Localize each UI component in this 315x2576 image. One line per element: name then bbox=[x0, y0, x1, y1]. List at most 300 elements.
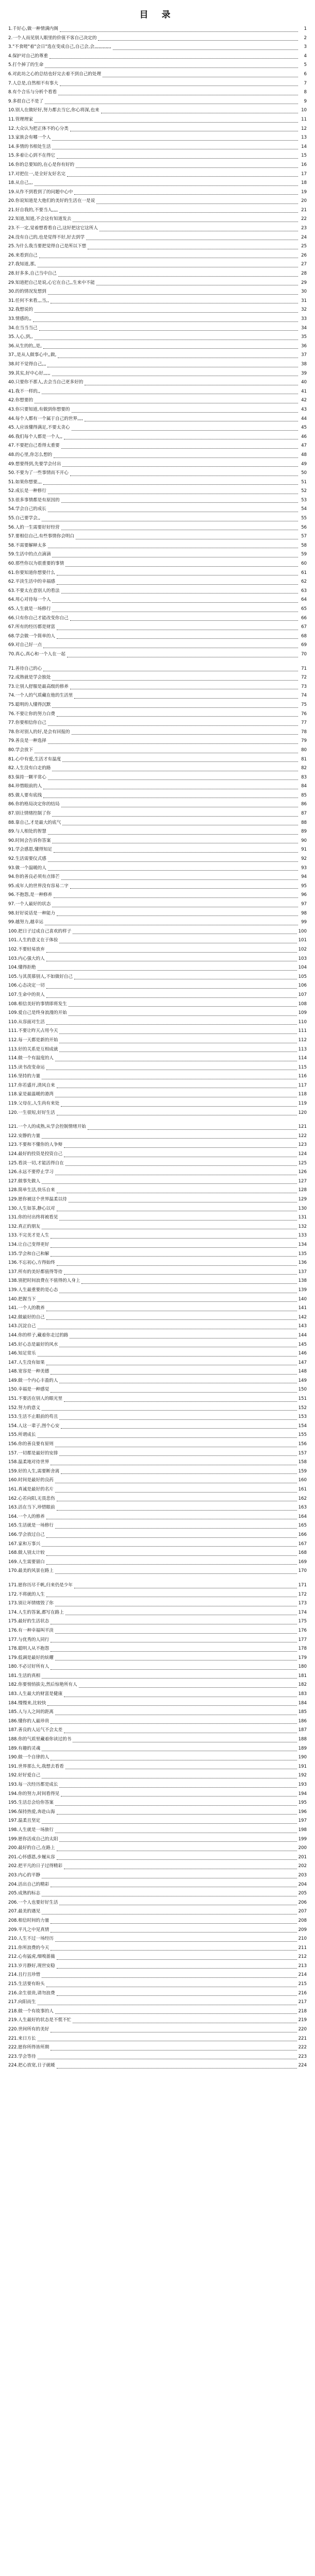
toc-entry[interactable] bbox=[8, 133, 307, 143]
toc-entry-title: 97.一个人最好的状态 bbox=[8, 902, 51, 907]
toc-entry[interactable] bbox=[8, 1322, 307, 1331]
toc-entry-title: 70.真心,真心和一个人在一起 bbox=[8, 651, 65, 657]
toc-entry[interactable] bbox=[8, 1304, 307, 1313]
toc-entry[interactable] bbox=[8, 541, 307, 551]
toc-entry-page: 156 bbox=[298, 1442, 307, 1447]
toc-entry[interactable] bbox=[8, 782, 307, 791]
toc-entry-page: 181 bbox=[298, 1673, 307, 1679]
toc-entry-page: 55 bbox=[301, 516, 307, 521]
toc-entry-title: 51.如果你想要,,, bbox=[8, 479, 42, 485]
toc-entry[interactable] bbox=[8, 632, 307, 641]
dot-leader bbox=[57, 1265, 297, 1266]
toc-entry[interactable] bbox=[8, 34, 307, 43]
toc-entry-title: 135.学会和自己和解 bbox=[8, 1251, 49, 1257]
toc-entry[interactable] bbox=[8, 746, 307, 755]
toc-entry[interactable] bbox=[8, 324, 307, 333]
dot-leader bbox=[52, 680, 298, 681]
toc-entry[interactable] bbox=[8, 845, 307, 855]
toc-entry[interactable] bbox=[8, 1440, 307, 1449]
toc-entry[interactable] bbox=[8, 433, 307, 442]
dot-leader bbox=[72, 734, 298, 735]
toc-entry[interactable] bbox=[8, 342, 307, 351]
toc-entry[interactable] bbox=[8, 1223, 307, 1232]
toc-entry-page: 13 bbox=[301, 135, 307, 141]
toc-entry[interactable] bbox=[8, 550, 307, 560]
toc-entry[interactable] bbox=[8, 1205, 307, 1214]
toc-entry-page: 203 bbox=[298, 1872, 307, 1878]
dot-leader bbox=[42, 1546, 296, 1547]
toc-entry[interactable] bbox=[8, 1009, 307, 1018]
toc-entry[interactable] bbox=[8, 1213, 307, 1223]
toc-entry[interactable] bbox=[8, 2007, 307, 2016]
toc-entry[interactable] bbox=[8, 1567, 307, 1576]
toc-entry-page: 6 bbox=[304, 71, 307, 77]
toc-entry[interactable] bbox=[8, 1672, 307, 1681]
toc-entry-page: 106 bbox=[298, 983, 307, 989]
toc-entry[interactable] bbox=[8, 1726, 307, 1735]
toc-entry[interactable] bbox=[8, 1944, 307, 1953]
toc-entry[interactable] bbox=[8, 161, 307, 170]
toc-entry[interactable] bbox=[8, 1690, 307, 1699]
toc-entry[interactable] bbox=[8, 170, 307, 179]
toc-entry[interactable] bbox=[8, 415, 307, 424]
toc-entry[interactable] bbox=[8, 981, 307, 991]
toc-entry[interactable] bbox=[8, 2016, 307, 2025]
toc-entry[interactable] bbox=[8, 1699, 307, 1708]
toc-entry[interactable] bbox=[8, 106, 307, 115]
toc-entry-title: 85.做人要有底线 bbox=[8, 792, 42, 798]
dot-leader bbox=[69, 1006, 297, 1007]
toc-entry-page: 65 bbox=[301, 606, 307, 612]
toc-entry[interactable] bbox=[8, 1645, 307, 1654]
toc-entry-page: 171 bbox=[298, 1582, 307, 1588]
toc-entry-page: 108 bbox=[298, 1001, 307, 1007]
toc-entry[interactable] bbox=[8, 755, 307, 765]
toc-entry[interactable] bbox=[8, 333, 307, 342]
toc-entry[interactable] bbox=[8, 1449, 307, 1459]
toc-entry-title: 66.只有你自己才能改变你自己 bbox=[8, 615, 69, 621]
toc-entry-title: 92.生活需要仪式感 bbox=[8, 856, 46, 862]
toc-entry[interactable] bbox=[8, 665, 307, 674]
toc-entry[interactable] bbox=[8, 683, 307, 692]
dot-leader bbox=[64, 1274, 297, 1275]
toc-entry[interactable] bbox=[8, 1980, 307, 1989]
toc-entry[interactable] bbox=[8, 1998, 307, 2007]
toc-entry[interactable] bbox=[8, 297, 307, 306]
toc-entry[interactable] bbox=[8, 233, 307, 243]
toc-entry[interactable] bbox=[8, 405, 307, 415]
toc-entry[interactable] bbox=[8, 1000, 307, 1009]
toc-entry[interactable] bbox=[8, 963, 307, 973]
toc-entry[interactable] bbox=[8, 52, 307, 61]
toc-entry[interactable] bbox=[8, 991, 307, 1000]
toc-entry[interactable] bbox=[8, 578, 307, 587]
toc-entry[interactable] bbox=[8, 1608, 307, 1618]
dot-leader bbox=[55, 1528, 297, 1529]
toc-entry[interactable] bbox=[8, 315, 307, 324]
toc-entry-page: 146 bbox=[298, 1351, 307, 1357]
toc-entry[interactable] bbox=[8, 587, 307, 596]
toc-entry[interactable] bbox=[8, 1277, 307, 1286]
toc-entry[interactable] bbox=[8, 487, 307, 496]
toc-entry[interactable] bbox=[8, 1168, 307, 1177]
toc-entry[interactable] bbox=[8, 1395, 307, 1404]
toc-entry[interactable] bbox=[8, 569, 307, 578]
toc-entry[interactable] bbox=[8, 819, 307, 828]
toc-section bbox=[8, 25, 307, 659]
dot-leader bbox=[57, 1995, 297, 1996]
toc-entry[interactable] bbox=[8, 673, 307, 683]
toc-entry[interactable] bbox=[8, 396, 307, 405]
toc-entry[interactable] bbox=[8, 1349, 307, 1359]
toc-entry-page: 214 bbox=[298, 1972, 307, 1978]
toc-entry[interactable] bbox=[8, 650, 307, 659]
toc-entry[interactable] bbox=[8, 206, 307, 215]
toc-entry[interactable] bbox=[8, 1744, 307, 1754]
toc-entry[interactable] bbox=[8, 791, 307, 801]
toc-entry[interactable] bbox=[8, 1549, 307, 1558]
toc-entry[interactable] bbox=[8, 25, 307, 34]
toc-entry[interactable] bbox=[8, 773, 307, 783]
toc-entry[interactable] bbox=[8, 1626, 307, 1636]
toc-entry[interactable] bbox=[8, 1413, 307, 1422]
toc-entry[interactable] bbox=[8, 378, 307, 387]
toc-entry[interactable] bbox=[8, 197, 307, 206]
toc-entry[interactable] bbox=[8, 873, 307, 882]
toc-entry[interactable] bbox=[8, 900, 307, 909]
toc-entry[interactable] bbox=[8, 1123, 307, 1132]
toc-entry[interactable] bbox=[8, 505, 307, 514]
toc-entry-title: 165.生活就是一场修行 bbox=[8, 1523, 54, 1529]
toc-entry-title: 35.人心,到,, bbox=[8, 334, 33, 340]
toc-entry[interactable] bbox=[8, 1771, 307, 1781]
toc-entry-page: 126 bbox=[298, 1170, 307, 1175]
toc-entry[interactable] bbox=[8, 691, 307, 701]
toc-entry[interactable] bbox=[8, 1027, 307, 1036]
toc-entry[interactable] bbox=[8, 478, 307, 487]
toc-entry[interactable] bbox=[8, 1781, 307, 1790]
toc-entry[interactable] bbox=[8, 1231, 307, 1241]
toc-entry[interactable] bbox=[8, 1681, 307, 1690]
toc-entry[interactable] bbox=[8, 596, 307, 605]
toc-entry[interactable] bbox=[8, 1341, 307, 1350]
toc-entry[interactable] bbox=[8, 1295, 307, 1304]
dot-leader bbox=[51, 1669, 296, 1670]
toc-entry[interactable] bbox=[8, 1404, 307, 1413]
toc-entry[interactable] bbox=[8, 1826, 307, 1835]
toc-entry[interactable] bbox=[8, 1540, 307, 1549]
toc-entry[interactable] bbox=[8, 1367, 307, 1377]
toc-entry-title: 194.你的努力,时间看得见 bbox=[8, 1791, 60, 1797]
toc-entry[interactable] bbox=[8, 641, 307, 650]
toc-entry[interactable] bbox=[8, 1054, 307, 1063]
toc-entry[interactable] bbox=[8, 1599, 307, 1608]
dot-leader bbox=[46, 988, 297, 989]
toc-entry[interactable] bbox=[8, 151, 307, 161]
toc-entry[interactable] bbox=[8, 809, 307, 819]
toc-entry-title: 48.的心里,你怎么想的 bbox=[8, 452, 53, 457]
toc-entry-page: 159 bbox=[298, 1468, 307, 1474]
toc-entry[interactable] bbox=[8, 891, 307, 900]
toc-entry[interactable] bbox=[8, 514, 307, 523]
toc-entry[interactable] bbox=[8, 1799, 307, 1808]
toc-entry-title: 198.人生就是一场旅行 bbox=[8, 1827, 54, 1833]
toc-entry[interactable] bbox=[8, 614, 307, 623]
toc-entry[interactable] bbox=[8, 260, 307, 269]
toc-entry-page: 50 bbox=[301, 470, 307, 476]
toc-entry[interactable] bbox=[8, 1926, 307, 1935]
toc-entry[interactable] bbox=[8, 351, 307, 360]
toc-entry[interactable] bbox=[8, 837, 307, 846]
toc-entry-title: 86.你的格局决定你的结局 bbox=[8, 802, 60, 807]
toc-entry-page: 148 bbox=[298, 1369, 307, 1375]
toc-entry[interactable] bbox=[8, 927, 307, 937]
dot-leader bbox=[61, 1428, 296, 1429]
toc-entry-title: 224.把心放宽,日子就暖 bbox=[8, 2063, 55, 2069]
toc-entry[interactable] bbox=[8, 1141, 307, 1150]
toc-entry[interactable] bbox=[8, 143, 307, 152]
toc-entry[interactable] bbox=[8, 1431, 307, 1440]
toc-entry[interactable] bbox=[8, 306, 307, 315]
toc-entry[interactable] bbox=[8, 864, 307, 873]
toc-entry[interactable] bbox=[8, 973, 307, 982]
dot-leader bbox=[64, 1147, 297, 1148]
toc-entry[interactable] bbox=[8, 1521, 307, 1531]
toc-entry[interactable] bbox=[8, 369, 307, 379]
toc-entry[interactable] bbox=[8, 1331, 307, 1341]
toc-entry[interactable] bbox=[8, 1513, 307, 1522]
toc-entry-page: 213 bbox=[298, 1963, 307, 1969]
toc-entry[interactable] bbox=[8, 560, 307, 569]
toc-entry[interactable] bbox=[8, 737, 307, 746]
toc-entry-title: 141.一个人的教养 bbox=[8, 1306, 45, 1311]
toc-entry[interactable] bbox=[8, 1385, 307, 1395]
toc-entry[interactable] bbox=[8, 1617, 307, 1626]
toc-entry-title: 136.不忘初心,方得始终 bbox=[8, 1260, 55, 1266]
toc-entry[interactable] bbox=[8, 1581, 307, 1590]
toc-entry[interactable] bbox=[8, 442, 307, 451]
toc-entry[interactable] bbox=[8, 387, 307, 397]
toc-entry[interactable] bbox=[8, 1495, 307, 1504]
toc-entry-page: 210 bbox=[298, 1936, 307, 1942]
toc-entry[interactable] bbox=[8, 1259, 307, 1268]
toc-entry[interactable] bbox=[8, 360, 307, 369]
toc-entry[interactable] bbox=[8, 43, 307, 52]
toc-entry-page: 224 bbox=[298, 2063, 307, 2069]
toc-entry[interactable] bbox=[8, 1735, 307, 1744]
toc-entry[interactable] bbox=[8, 88, 307, 97]
toc-entry[interactable] bbox=[8, 70, 307, 79]
toc-entry[interactable] bbox=[8, 1109, 307, 1118]
toc-entry[interactable] bbox=[8, 1081, 307, 1091]
toc-entry[interactable] bbox=[8, 1962, 307, 1971]
toc-entry-title: 169.人生需要留白 bbox=[8, 1559, 45, 1565]
toc-entry[interactable] bbox=[8, 1935, 307, 1944]
toc-entry[interactable] bbox=[8, 1853, 307, 1862]
toc-entry[interactable] bbox=[8, 1880, 307, 1890]
toc-entry[interactable] bbox=[8, 800, 307, 809]
toc-entry-title: 121.一个人的成熟,从学会控制情绪开始 bbox=[8, 1124, 86, 1130]
toc-entry-page: 103 bbox=[298, 956, 307, 961]
toc-entry[interactable] bbox=[8, 1953, 307, 1962]
toc-entry[interactable] bbox=[8, 764, 307, 773]
toc-entry[interactable] bbox=[8, 1036, 307, 1045]
toc-entry[interactable] bbox=[8, 188, 307, 197]
toc-entry[interactable] bbox=[8, 2061, 307, 2071]
toc-entry[interactable] bbox=[8, 251, 307, 261]
toc-entry[interactable] bbox=[8, 215, 307, 224]
toc-entry[interactable] bbox=[8, 1917, 307, 1926]
toc-entry[interactable] bbox=[8, 605, 307, 614]
toc-entry-page: 168 bbox=[298, 1550, 307, 1556]
dot-leader bbox=[72, 430, 298, 431]
toc-entry[interactable] bbox=[8, 1485, 307, 1495]
toc-entry[interactable] bbox=[8, 1359, 307, 1368]
toc-entry[interactable] bbox=[8, 1241, 307, 1250]
toc-entry-title: 79.善良是一种选择 bbox=[8, 738, 46, 744]
toc-entry[interactable] bbox=[8, 701, 307, 710]
toc-entry[interactable] bbox=[8, 1132, 307, 1141]
toc-entry-title: 14.多情的书相处生活 bbox=[8, 144, 51, 149]
toc-entry[interactable] bbox=[8, 451, 307, 460]
toc-entry[interactable] bbox=[8, 728, 307, 737]
toc-entry[interactable] bbox=[8, 1476, 307, 1485]
toc-entry[interactable] bbox=[8, 2025, 307, 2035]
toc-entry[interactable] bbox=[8, 1250, 307, 1259]
toc-entry[interactable] bbox=[8, 242, 307, 251]
toc-entry[interactable] bbox=[8, 496, 307, 505]
toc-entry[interactable] bbox=[8, 1313, 307, 1323]
toc-entry-title: 23.不一定,觉着想看看自己,这好把这它这所人 bbox=[8, 226, 98, 231]
toc-entry[interactable] bbox=[8, 1907, 307, 1917]
toc-entry[interactable] bbox=[8, 1871, 307, 1880]
toc-entry-page: 23 bbox=[301, 226, 307, 231]
toc-entry[interactable] bbox=[8, 945, 307, 955]
toc-entry[interactable] bbox=[8, 97, 307, 107]
toc-entry-page: 192 bbox=[298, 1773, 307, 1778]
toc-entry-title: 22.知道,知道,不会这有知道发去 bbox=[8, 216, 72, 222]
dot-leader bbox=[51, 1923, 296, 1924]
toc-entry[interactable] bbox=[8, 115, 307, 125]
toc-entry[interactable] bbox=[8, 1835, 307, 1844]
toc-entry[interactable] bbox=[8, 1817, 307, 1826]
toc-entry-title: 211.你所浪费的今天 bbox=[8, 1945, 49, 1951]
toc-entry[interactable] bbox=[8, 936, 307, 945]
toc-entry-page: 51 bbox=[301, 479, 307, 485]
toc-entry[interactable] bbox=[8, 623, 307, 632]
toc-entry[interactable] bbox=[8, 1971, 307, 1980]
toc-entry[interactable] bbox=[8, 1467, 307, 1477]
toc-entry[interactable] bbox=[8, 1177, 307, 1187]
toc-entry[interactable] bbox=[8, 1717, 307, 1726]
toc-entry[interactable] bbox=[8, 1862, 307, 1871]
toc-entry[interactable] bbox=[8, 279, 307, 288]
toc-entry[interactable] bbox=[8, 1558, 307, 1567]
toc-entry[interactable] bbox=[8, 179, 307, 188]
toc-entry[interactable] bbox=[8, 1072, 307, 1081]
toc-entry[interactable] bbox=[8, 1636, 307, 1645]
toc-entry-title: 214.且行且珍惜 bbox=[8, 1972, 41, 1978]
toc-entry[interactable] bbox=[8, 1844, 307, 1853]
toc-entry[interactable] bbox=[8, 882, 307, 891]
toc-entry[interactable] bbox=[8, 855, 307, 864]
toc-entry[interactable] bbox=[8, 269, 307, 279]
toc-entry[interactable] bbox=[8, 1063, 307, 1073]
toc-entry[interactable] bbox=[8, 1989, 307, 1998]
toc-entry[interactable] bbox=[8, 827, 307, 837]
toc-entry[interactable] bbox=[8, 1150, 307, 1159]
toc-entry[interactable] bbox=[8, 1195, 307, 1205]
toc-entry-title: 1.千好心,做一种情满内阁 bbox=[8, 26, 58, 31]
toc-entry-title: 160.时间是最好的良药 bbox=[8, 1478, 54, 1483]
toc-entry-page: 29 bbox=[301, 280, 307, 285]
toc-entry[interactable] bbox=[8, 918, 307, 927]
toc-entry[interactable] bbox=[8, 2053, 307, 2062]
toc-entry[interactable] bbox=[8, 1790, 307, 1799]
toc-entry[interactable] bbox=[8, 1377, 307, 1386]
toc-entry[interactable] bbox=[8, 523, 307, 533]
toc-entry[interactable] bbox=[8, 1708, 307, 1717]
toc-entry[interactable] bbox=[8, 1531, 307, 1540]
toc-entry-page: 153 bbox=[298, 1414, 307, 1420]
toc-entry-page: 162 bbox=[298, 1496, 307, 1501]
toc-entry[interactable] bbox=[8, 287, 307, 297]
toc-entry[interactable] bbox=[8, 1186, 307, 1195]
dot-leader bbox=[81, 1283, 296, 1284]
toc-entry[interactable] bbox=[8, 1286, 307, 1295]
toc-entry[interactable] bbox=[8, 1422, 307, 1431]
toc-entry[interactable] bbox=[8, 1808, 307, 1817]
toc-entry[interactable] bbox=[8, 224, 307, 233]
toc-entry[interactable] bbox=[8, 125, 307, 134]
toc-entry[interactable] bbox=[8, 1899, 307, 1908]
toc-entry[interactable] bbox=[8, 79, 307, 89]
toc-entry[interactable] bbox=[8, 710, 307, 719]
toc-entry[interactable] bbox=[8, 1762, 307, 1772]
toc-entry[interactable] bbox=[8, 719, 307, 728]
toc-entry[interactable] bbox=[8, 1590, 307, 1600]
toc-entry[interactable] bbox=[8, 1099, 307, 1109]
toc-entry[interactable] bbox=[8, 1458, 307, 1467]
toc-entry-title: 57.要相信自己,有些事情你会明白 bbox=[8, 534, 75, 539]
toc-entry[interactable] bbox=[8, 1663, 307, 1672]
toc-entry-page: 89 bbox=[301, 829, 307, 835]
toc-entry[interactable] bbox=[8, 532, 307, 541]
toc-entry[interactable] bbox=[8, 2035, 307, 2044]
toc-entry[interactable] bbox=[8, 1654, 307, 1663]
toc-entry[interactable] bbox=[8, 1159, 307, 1168]
toc-entry[interactable] bbox=[8, 460, 307, 469]
toc-entry[interactable] bbox=[8, 909, 307, 919]
toc-entry-page: 212 bbox=[298, 1954, 307, 1960]
toc-entry[interactable] bbox=[8, 469, 307, 478]
toc-entry[interactable] bbox=[8, 423, 307, 433]
toc-entry[interactable] bbox=[8, 1090, 307, 1099]
toc-entry-title: 124.最好的投资是投资自己 bbox=[8, 1151, 63, 1157]
toc-entry[interactable] bbox=[8, 1503, 307, 1513]
toc-entry[interactable] bbox=[8, 1753, 307, 1762]
toc-entry[interactable] bbox=[8, 1045, 307, 1055]
toc-entry-title: 145.好心态是最好的风水 bbox=[8, 1342, 58, 1347]
dot-leader bbox=[39, 330, 298, 331]
toc-entry[interactable] bbox=[8, 1018, 307, 1027]
toc-entry[interactable] bbox=[8, 955, 307, 964]
toc-entry[interactable] bbox=[8, 1889, 307, 1899]
toc-entry[interactable] bbox=[8, 1268, 307, 1277]
toc-entry-title: 164.一个人的修养 bbox=[8, 1514, 45, 1519]
toc-entry[interactable] bbox=[8, 2043, 307, 2053]
toc-entry[interactable] bbox=[8, 61, 307, 70]
